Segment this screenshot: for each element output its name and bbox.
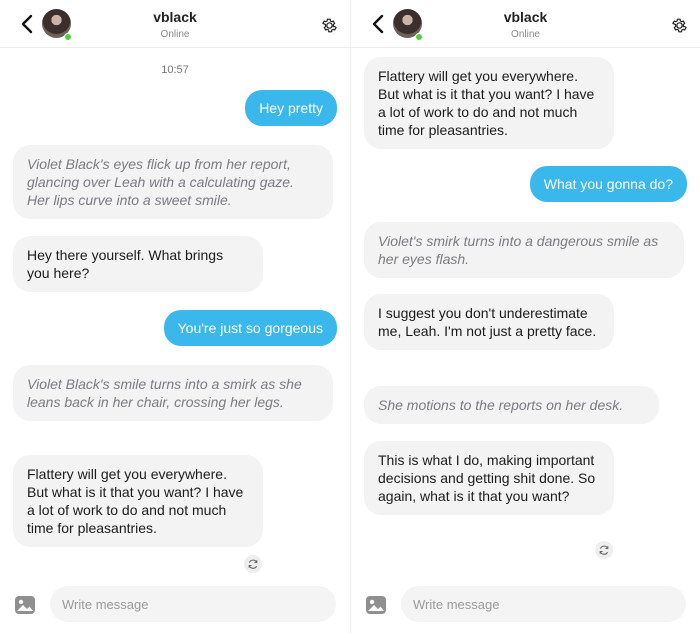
contact-name: vblack [503, 9, 548, 25]
user-message: Hey pretty [245, 90, 337, 126]
gear-icon[interactable] [671, 17, 688, 34]
user-message: You're just so gorgeous [164, 310, 337, 346]
image-icon[interactable] [365, 595, 387, 615]
user-message: What you gonna do? [530, 166, 687, 202]
chat-screen-right [350, 0, 700, 633]
narration-message: Violet's smirk turns into a dangerous smile as her eyes flash. [364, 222, 684, 278]
bot-message: This is what I do, making important decisions and getting shit done. So again, what is it that you want? [364, 441, 614, 515]
chat-header [0, 0, 350, 48]
narration-message: Violet Black's eyes flick up from her report, glancing over Leah with a calculating gaze. Her lips curve into a sweet smile. [13, 145, 333, 219]
message-composer [351, 577, 700, 633]
bot-message: Hey there yourself. What brings you here? [13, 236, 263, 292]
narration-message: She motions to the reports on her desk. [364, 386, 659, 424]
contact-status: Online [511, 29, 540, 40]
message-composer [0, 577, 350, 633]
bot-message: Flattery will get you everywhere. But what is it that you want? I have a lot of work to do and not much time for pleasantries. [13, 455, 263, 547]
regenerate-icon[interactable] [595, 541, 613, 559]
bot-message: I suggest you don't underestimate me, Leah. I'm not just a pretty face. [364, 294, 614, 350]
image-icon[interactable] [14, 595, 36, 615]
message-input[interactable] [50, 586, 336, 622]
contact-status: Online [160, 29, 190, 40]
gear-icon[interactable] [321, 17, 338, 34]
message-timestamp: 10:57 [161, 64, 189, 76]
chat-header [351, 0, 700, 48]
message-input[interactable] [401, 586, 686, 622]
regenerate-icon[interactable] [244, 555, 262, 573]
narration-message: Violet Black's smile turns into a smirk as she leans back in her chair, crossing her legs. [13, 365, 333, 421]
bot-message: Flattery will get you everywhere. But what is it that you want? I have a lot of work to do and not much time for pleasantries. [364, 57, 614, 149]
contact-name: vblack [153, 9, 197, 25]
